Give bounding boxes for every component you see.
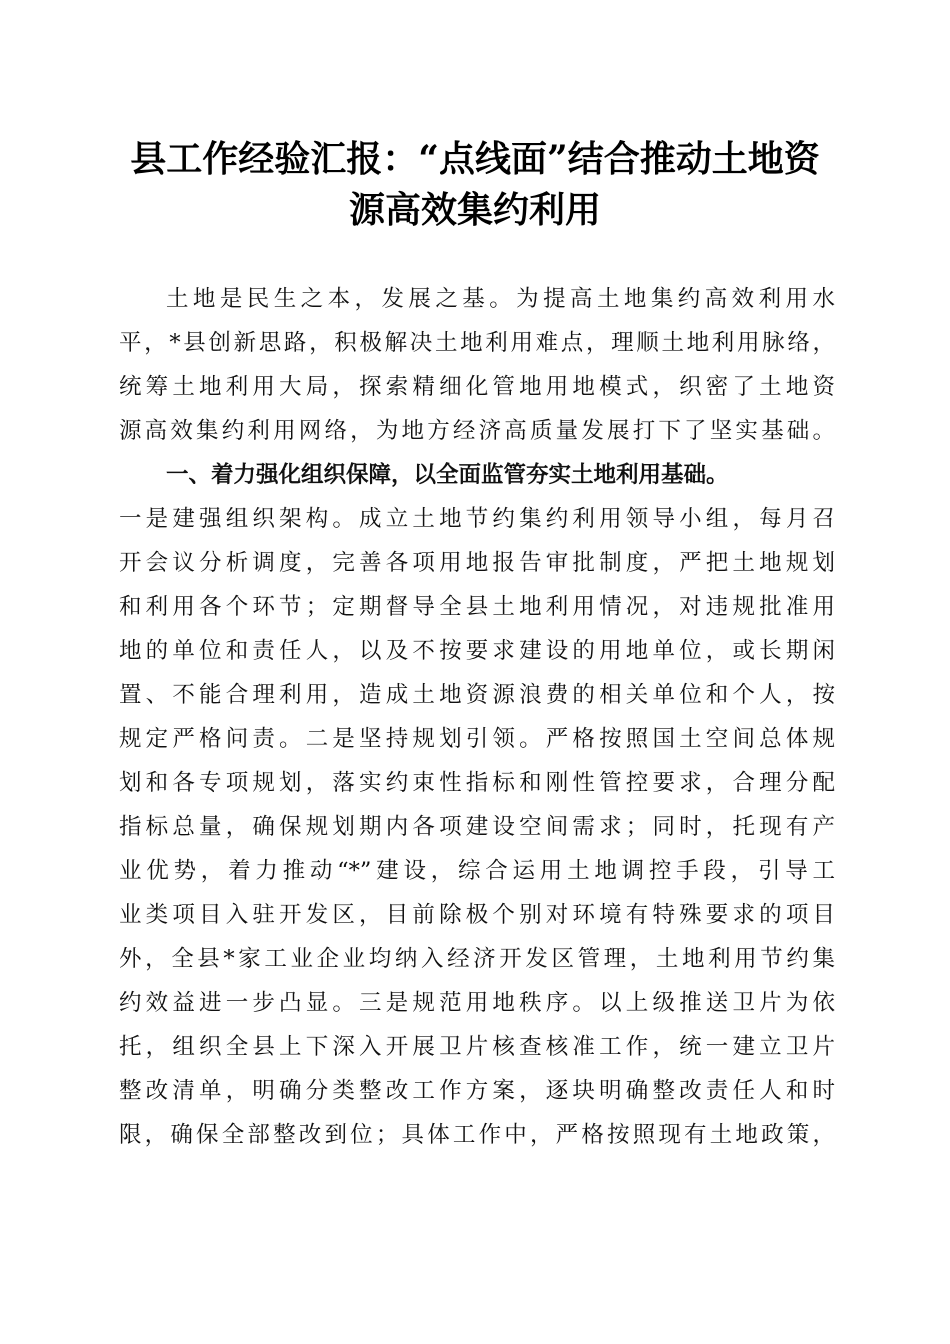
body-line: 一是建强组织架构。成立土地节约集约利用领导小组，每月召 [119, 506, 835, 532]
intro-line: 土地是民生之本，发展之基。为提高土地集约高效利用水 [166, 286, 835, 312]
intro-line: 统筹土地利用大局，探索精细化管地用地模式，织密了土地资 [119, 374, 835, 400]
document-title-line-1: 县工作经验汇报：“点线面”结合推动土地资 [130, 138, 820, 180]
intro-line: 源高效集约利用网络，为地方经济高质量发展打下了坚实基础。 [119, 418, 835, 444]
section-heading: 一、着力强化组织保障，以全面监管夯实土地利用基础。 [166, 462, 729, 488]
document-title-line-2: 源高效集约利用 [348, 189, 601, 231]
body-line: 托，组织全县上下深入开展卫片核查核准工作，统一建立卫片 [119, 1034, 835, 1060]
body-line: 约效益进一步凸显。三是规范用地秩序。以上级推送卫片为依 [119, 990, 835, 1016]
body-line: 置、不能合理利用，造成土地资源浪费的相关单位和个人，按 [119, 682, 835, 708]
body-line: 地的单位和责任人，以及不按要求建设的用地单位，或长期闲 [119, 638, 835, 664]
body-line: 外，全县*家工业企业均纳入经济开发区管理，土地利用节约集 [119, 946, 835, 972]
body-line: 和利用各个环节；定期督导全县土地利用情况，对违规批准用 [119, 594, 835, 620]
intro-line: 平，*县创新思路，积极解决土地利用难点，理顺土地利用脉络， [119, 330, 835, 356]
body-line: 开会议分析调度，完善各项用地报告审批制度，严把土地规划 [119, 550, 835, 576]
body-line: 业类项目入驻开发区，目前除极个别对环境有特殊要求的项目 [119, 902, 835, 928]
body-line: 规定严格问责。二是坚持规划引领。严格按照国土空间总体规 [119, 726, 835, 752]
body-line: 整改清单，明确分类整改工作方案，逐块明确整改责任人和时 [119, 1078, 835, 1104]
body-line: 业优势，着力推动“*”建设，综合运用土地调控手段，引导工 [119, 858, 835, 884]
body-line: 指标总量，确保规划期内各项建设空间需求；同时，托现有产 [119, 814, 835, 840]
body-line: 划和各专项规划，落实约束性指标和刚性管控要求，合理分配 [119, 770, 835, 796]
body-line: 限，确保全部整改到位；具体工作中，严格按照现有土地政策， [119, 1122, 835, 1148]
